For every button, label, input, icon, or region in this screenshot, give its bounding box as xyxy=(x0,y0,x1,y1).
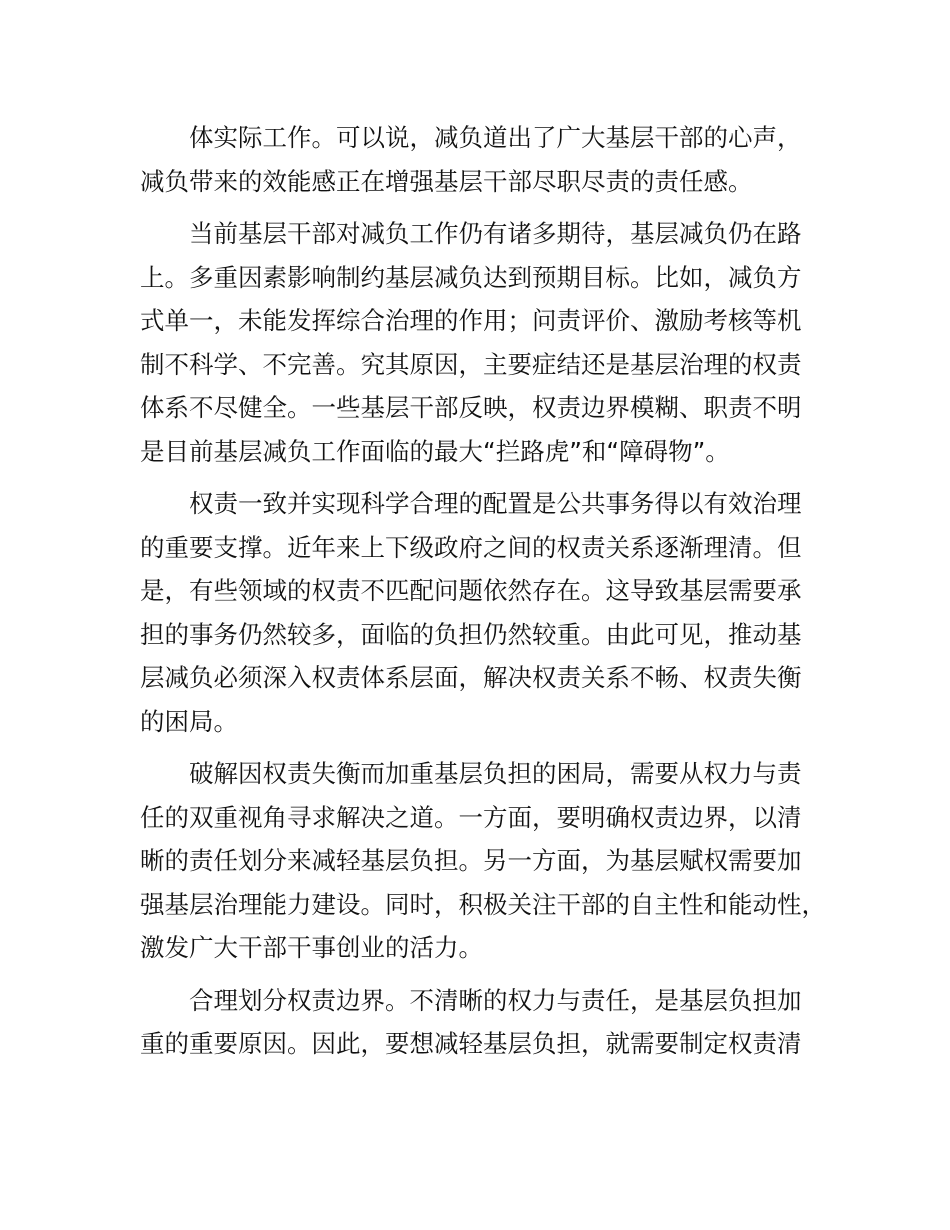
text-line: 是目前基层减负工作面临的最大“拦路虎”和“障碍物”。 xyxy=(140,436,730,466)
text-line: 制不科学、不完善。究其原因，主要症结还是基层治理的权责 xyxy=(140,349,802,379)
text-line: 上。多重因素影响制约基层减负达到预期目标。比如，减负方 xyxy=(140,262,802,292)
text-line: 强基层治理能力建设。同时，积极关注干部的自主性和能动性， xyxy=(140,889,826,919)
text-line: 的困局。 xyxy=(140,706,238,736)
text-line: 体系不尽健全。一些基层干部反映，权责边界模糊、职责不明 xyxy=(140,393,802,422)
text-line: 激发广大干部干事创业的活力。 xyxy=(140,933,483,962)
text-line: 是，有些领域的权责不匹配问题依然存在。这导致基层需要承 xyxy=(140,576,802,605)
text-line: 权责一致并实现科学合理的配置是公共事务得以有效治理 xyxy=(189,489,802,518)
paragraph-1 xyxy=(140,116,840,203)
text-line: 当前基层干部对减负工作仍有诸多期待，基层减负仍在路 xyxy=(189,219,802,248)
text-line: 破解因权责失衡而加重基层负担的困局，需要从权力与责 xyxy=(189,759,802,788)
body-text xyxy=(140,116,840,1075)
text-line: 晰的责任划分来减轻基层负担。另一方面，为基层赋权需要加 xyxy=(140,846,802,875)
paragraph-5 xyxy=(140,979,840,1066)
text-line: 合理划分权责边界。不清晰的权力与责任，是基层负担加 xyxy=(189,985,802,1015)
text-line: 式单一，未能发挥综合治理的作用；问责评价、激励考核等机 xyxy=(140,306,802,335)
text-line: 任的双重视角寻求解决之道。一方面，要明确权责边界，以清 xyxy=(140,802,802,832)
text-line: 层减负必须深入权责体系层面，解决权责关系不畅、权责失衡 xyxy=(140,663,802,692)
text-line: 重的重要原因。因此，要想减轻基层负担，就需要制定权责清 xyxy=(140,1029,802,1058)
text-line: 的重要支撑。近年来上下级政府之间的权责关系逐渐理清。但 xyxy=(140,532,802,562)
text-line: 减负带来的效能感正在增强基层干部尽职尽责的责任感。 xyxy=(140,166,753,196)
paragraph-4 xyxy=(140,752,840,970)
text-line: 体实际工作。可以说，减负道出了广大基层干部的心声， xyxy=(189,123,802,152)
paragraph-2 xyxy=(140,212,840,473)
text-line: 担的事务仍然较多，面临的负担仍然较重。由此可见，推动基 xyxy=(140,619,802,649)
paragraph-3 xyxy=(140,482,840,743)
